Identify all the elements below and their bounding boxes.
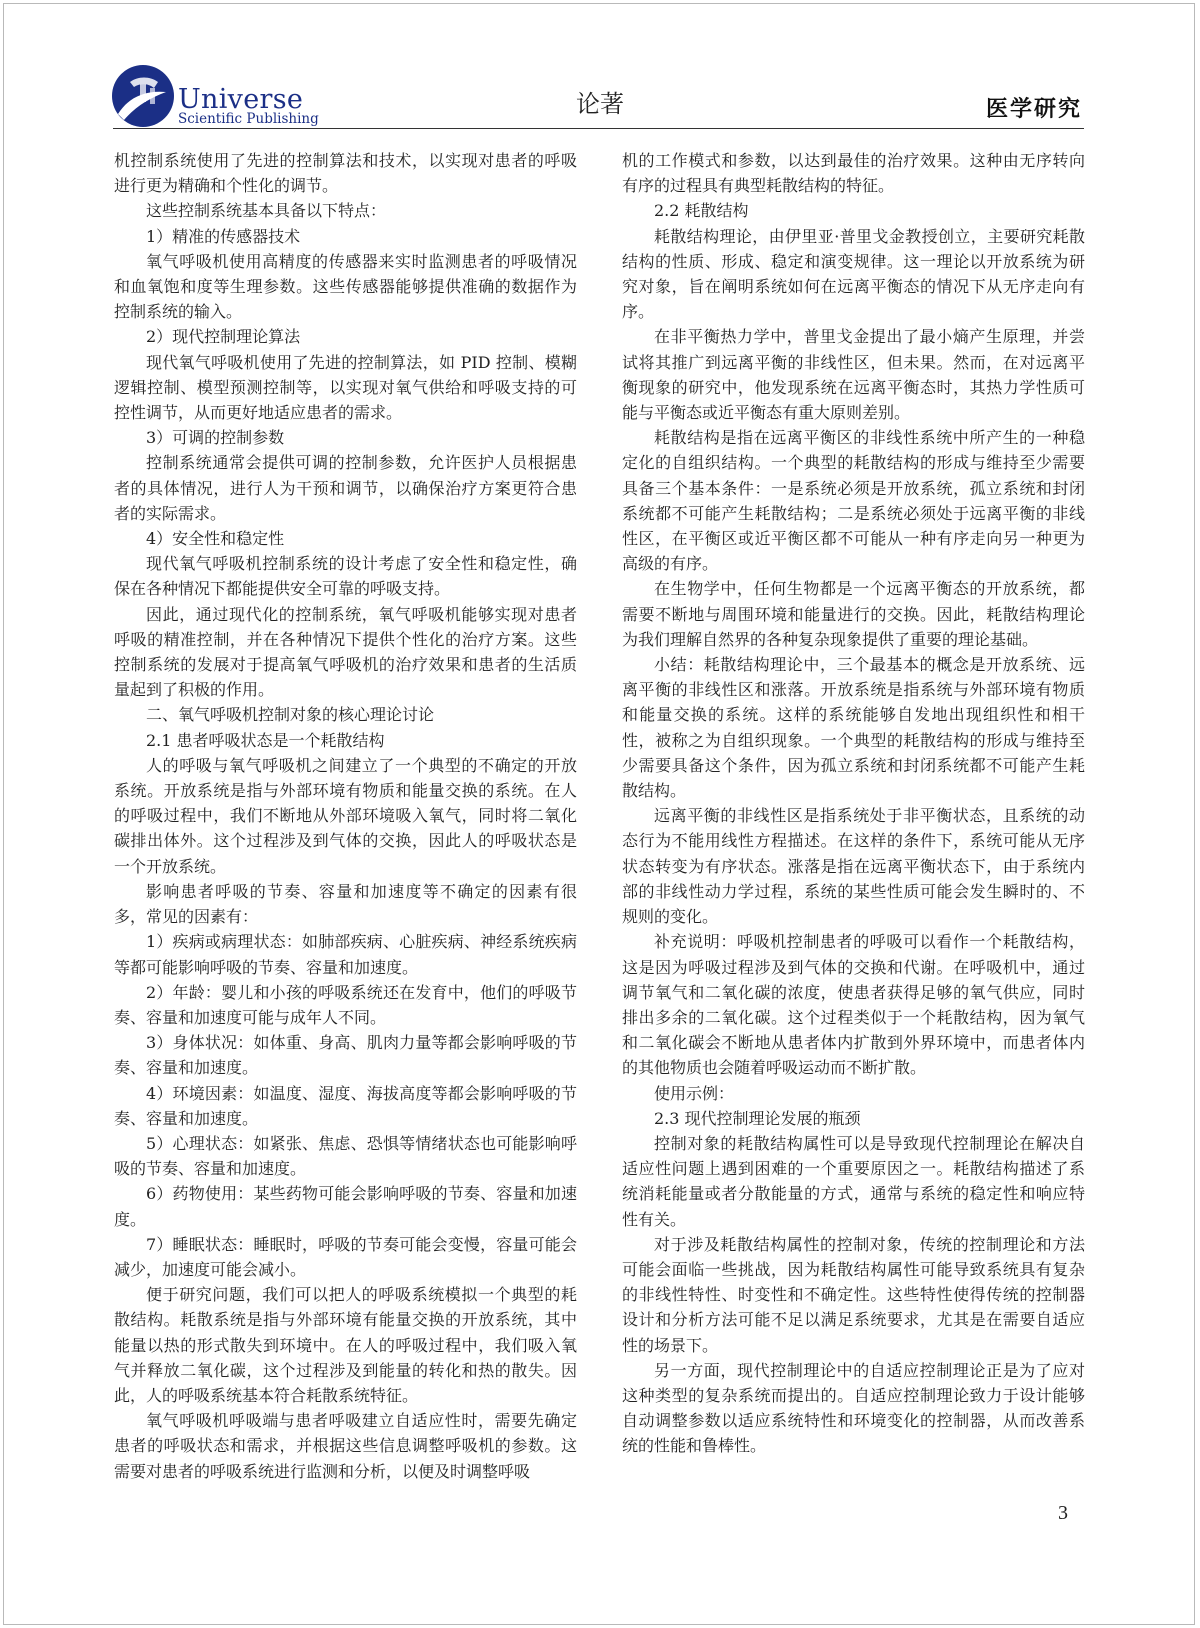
paragraph: 远离平衡的非线性区是指系统处于非平衡状态，且系统的动态行为不能用线性方程描述。在这样的条件下，系统可能从无序状态转变为有序状态。涨落是指在远离平衡状态下，由于系统内部的非线性动力学过程，系统的某些性质可能会发生瞬时的、不规则的变化。 — [622, 806, 1085, 927]
list-heading: 2）现代控制理论算法 — [146, 327, 301, 347]
list-item: 1）疾病或病理状态：如肺部疾病、心脏疾病、神经系统疾病等都可能影响呼吸的节奏、容量和加速度。 — [114, 932, 577, 977]
paragraph: 另一方面，现代控制理论中的自适应控制理论正是为了应对这种类型的复杂系统而提出的。自适应控制理论致力于设计能够自动调整参数以适应系统特性和环境变化的控制器，从而改善系统的性能和鲁棒性。 — [622, 1360, 1085, 1456]
brand-subtitle: Scientific Publishing — [178, 111, 319, 127]
journal-name: 医学研究 — [985, 96, 1082, 122]
publisher-logo — [110, 62, 319, 130]
list-item: 5）心理状态：如紧张、焦虑、恐惧等情绪状态也可能影响呼吸的节奏、容量和加速度。 — [114, 1133, 577, 1179]
list-heading: 1）精准的传感器技术 — [146, 226, 301, 246]
paragraph: 在生物学中，任何生物都是一个远离平衡态的开放系统，都需要不断地与周围环境和能量进行的交换。因此，耗散结构理论为我们理解自然界的各种复杂现象提供了重要的理论基础。 — [622, 579, 1085, 649]
list-item: 7）睡眠状态：睡眠时，呼吸的节奏可能会变慢，容量可能会减少，加速度可能会减小。 — [114, 1234, 577, 1279]
paragraph: 控制系统通常会提供可调的控制参数，允许医护人员根据患者的具体情况，进行人为干预和调节，以确保治疗方案更符合患者的实际需求。 — [114, 453, 577, 523]
paragraph: 现代氧气呼吸机使用了先进的控制算法，如 PID 控制、模糊逻辑控制、模型预测控制等，以实现对氧气供给和呼吸支持的可控性调节，从而更好地适应患者的需求。 — [114, 352, 577, 423]
paragraph: 因此，通过现代化的控制系统，氧气呼吸机能够实现对患者呼吸的精准控制，并在各种情况下提供个性化的治疗方案。这些控制系统的发展对于提高氧气呼吸机的治疗效果和患者的生活质量起到了积极的作用。 — [114, 604, 577, 700]
subsection-heading: 2.3 现代控制理论发展的瓶颈 — [654, 1108, 861, 1128]
paragraph: 这些控制系统基本具备以下特点： — [146, 201, 387, 221]
list-item: 2）年龄：婴儿和小孩的呼吸系统还在发育中，他们的呼吸节奏、容量和加速度可能与成年人不同。 — [114, 982, 577, 1027]
paragraph: 补充说明：呼吸机控制患者的呼吸可以看作一个耗散结构，这是因为呼吸过程涉及到气体的交换和代谢。在呼吸机中，通过调节氧气和二氧化碳的浓度，使患者获得足够的氧气供应，同时排出多余的二氧化碳。这个过程类似于一个耗散结构，因为氧气和二氧化碳会不断地从患者体内扩散到外界环境中，而患者体内的其他物质也会随着呼吸运动而不断扩散。 — [622, 932, 1085, 1078]
paragraph: 在非平衡热力学中，普里戈金提出了最小熵产生原理，并尝试将其推广到远离平衡的非线性区，但未果。然而，在对远离平衡现象的研究中，他发现系统在远离平衡态时，其热力学性质可能与平衡态或近平衡态有重大原则差别。 — [622, 327, 1085, 423]
brand-name: Universe — [178, 84, 304, 115]
paragraph: 机的工作模式和参数，以达到最佳的治疗效果。这种由无序转向有序的过程具有典型耗散结构的特征。 — [622, 151, 1085, 196]
paragraph: 现代氧气呼吸机控制系统的设计考虑了安全性和稳定性，确保在各种情况下都能提供安全可靠的呼吸支持。 — [114, 554, 577, 599]
paragraph: 控制对象的耗散结构属性可以是导致现代控制理论在解决自适应性问题上遇到困难的一个重要原因之一。耗散结构描述了系统消耗能量或者分散能量的方式，通常与系统的稳定性和响应特性有关。 — [622, 1133, 1085, 1229]
header-divider — [113, 128, 1084, 129]
paragraph: 影响患者呼吸的节奏、容量和加速度等不确定的因素有很多，常见的因素有： — [114, 881, 577, 927]
subsection-heading: 2.1 患者呼吸状态是一个耗散结构 — [146, 730, 385, 750]
paragraph: 耗散结构理论，由伊里亚·普里戈金教授创立，主要研究耗散结构的性质、形成、稳定和演变规律。这一理论以开放系统为研究对象，旨在阐明系统如何在远离平衡态的情况下从无序走向有序。 — [622, 226, 1085, 322]
paragraph: 氧气呼吸机使用高精度的传感器来实时监测患者的呼吸情况和血氧饱和度等生理参数。这些传感器能够提供准确的数据作为控制系统的输入。 — [114, 251, 577, 322]
paragraph: 人的呼吸与氧气呼吸机之间建立了一个典型的不确定的开放系统。开放系统是指与外部环境有物质和能量交换的系统。在人的呼吸过程中，我们不断地从外部环境吸入氧气，同时将二氧化碳排出体外。这个过程涉及到气体的交换，因此人的呼吸状态是一个开放系统。 — [114, 755, 577, 876]
list-item: 6）药物使用：某些药物可能会影响呼吸的节奏、容量和加速度。 — [114, 1184, 577, 1229]
paragraph: 使用示例： — [654, 1083, 735, 1103]
paragraph: 便于研究问题，我们可以把人的呼吸系统模拟一个典型的耗散结构。耗散系统是指与外部环境有能量交换的开放系统，其中能量以热的形式散失到环境中。在人的呼吸过程中，我们吸入氧气并释放二氧化碳，这个过程涉及到能量的转化和热的散失。因此，人的呼吸系统基本符合耗散系统特征。 — [114, 1285, 577, 1405]
paragraph: 对于涉及耗散结构属性的控制对象，传统的控制理论和方法可能会面临一些挑战，因为耗散结构属性可能导致系统具有复杂的非线性特性、时变性和不确定性。这些特性使得传统的控制器设计和分析方法可能不足以满足系统要求，尤其是在需要自适应性的场景下。 — [622, 1234, 1085, 1355]
page-number: 3 — [1058, 1502, 1068, 1524]
paragraph: 氧气呼吸机呼吸端与患者呼吸建立自适应性时，需要先确定患者的呼吸状态和需求，并根据这些信息调整呼吸机的参数。这需要对患者的呼吸系统进行监测和分析，以便及时调整呼吸 — [114, 1411, 577, 1481]
list-heading: 4）安全性和稳定性 — [146, 529, 285, 549]
paragraph: 小结：耗散结构理论中，三个最基本的概念是开放系统、远离平衡的非线性区和涨落。开放系统是指系统与外部环境有物质和能量交换的系统。这样的系统能够自发地出现组织性和相干性，被称之为自组织现象。一个典型的耗散结构的形成与维持至少需要具备这个条件，因为孤立系统和封闭系统都不可能产生耗散结构。 — [622, 655, 1085, 801]
list-item: 4）环境因素：如温度、湿度、海拔高度等都会影响呼吸的节奏、容量和加速度。 — [114, 1083, 577, 1128]
paragraph: 机控制系统使用了先进的控制算法和技术，以实现对患者的呼吸进行更为精确和个性化的调节。 — [114, 151, 577, 196]
section-label: 论著 — [576, 90, 624, 118]
subsection-heading: 2.2 耗散结构 — [654, 201, 749, 221]
left-column — [114, 148, 577, 1484]
section-heading: 二、氧气呼吸机控制对象的核心理论讨论 — [146, 705, 435, 725]
paragraph: 耗散结构是指在远离平衡区的非线性系统中所产生的一种稳定化的自组织结构。一个典型的耗散结构的形成与维持至少需要具备三个基本条件：一是系统必须是开放系统，孤立系统和封闭系统都不可能产生耗散结构；二是系统必须处于远离平衡的非线性区，在平衡区或近平衡区都不可能从一种有序走向另一种更为高级的有序。 — [622, 428, 1085, 574]
list-heading: 3）可调的控制参数 — [146, 428, 285, 448]
list-item: 3）身体状况：如体重、身高、肌肉力量等都会影响呼吸的节奏、容量和加速度。 — [114, 1033, 577, 1078]
right-column — [622, 148, 1085, 1459]
publisher-logo-icon — [110, 62, 180, 130]
